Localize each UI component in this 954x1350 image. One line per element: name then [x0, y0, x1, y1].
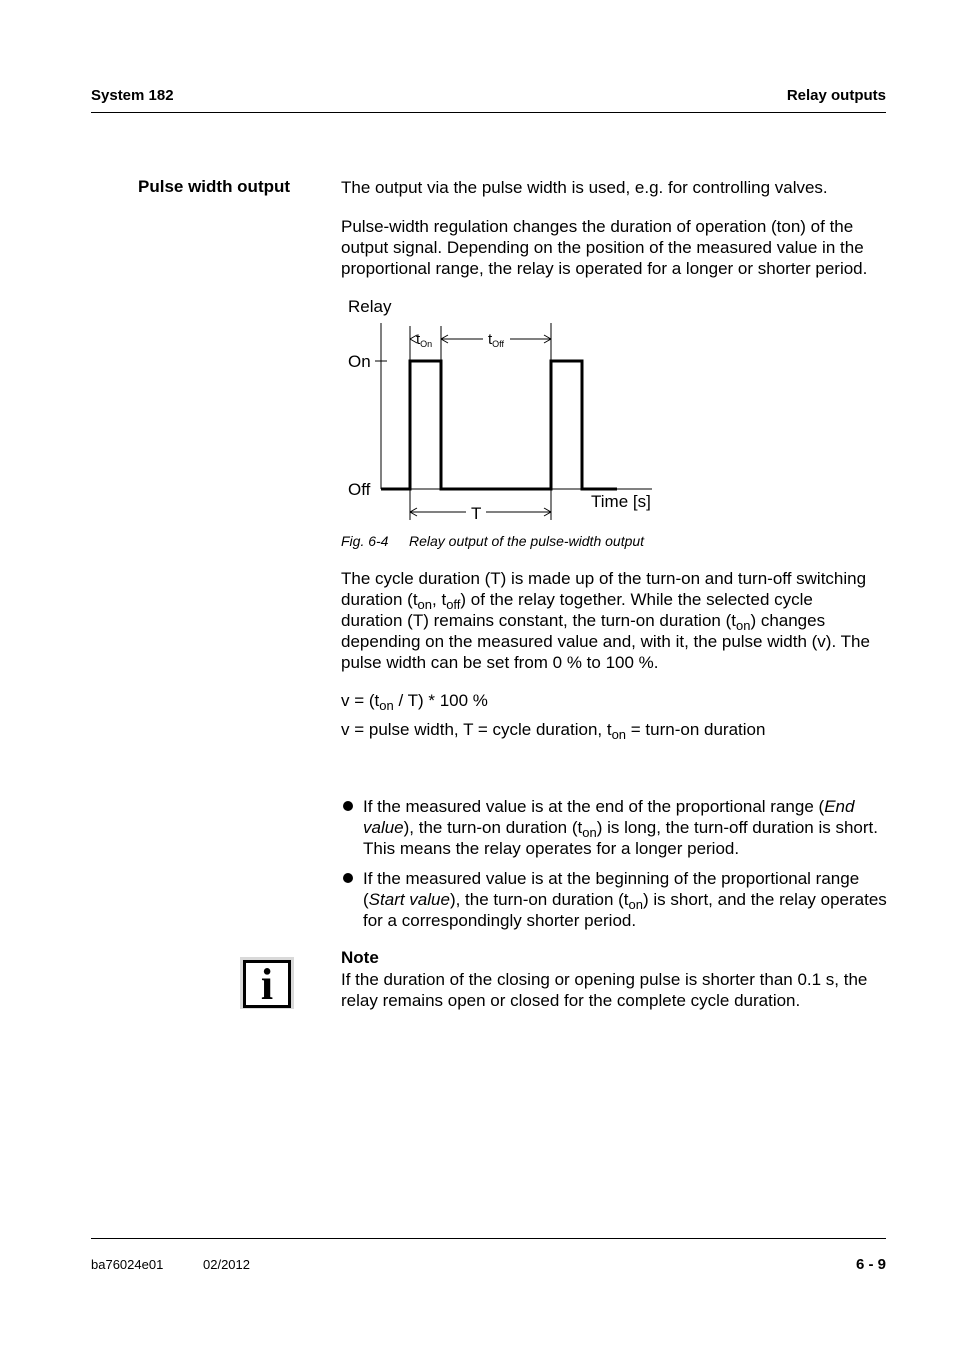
- paragraph-cycle: The cycle duration (T) is made up of the turn-on and turn-off switching duration ($t_{on}$, $t_{off}$) of the relay together. While the selected cycle duration (T) remains constant, the turn-on duration $(t_{on})$ changes depending on the measured value and, with it, the pulse width (v). The pulse width can be set from 0 % to 100 %.: [341, 569, 870, 672]
- info-icon-frame: [243, 960, 291, 1008]
- formula: $v = (t_{on} / T) * 100$ %: [341, 691, 488, 713]
- header-rule: [91, 112, 886, 113]
- bullet-dot: [343, 801, 353, 811]
- bullet-start-value: If the measured value is at the beginning of the proportional range (Start value), the turn-on duration $(t_{on})$ is short, and the relay operates for a correspondingly shorter period.: [363, 869, 887, 930]
- diagram-y-title: Relay: [348, 297, 392, 316]
- info-icon-glyph: i: [260, 960, 274, 1009]
- diagram-on-label: On: [348, 352, 371, 371]
- diagram-off-label: Off: [348, 480, 371, 499]
- note-title: Note: [341, 948, 379, 967]
- footer-rule: [91, 1238, 886, 1239]
- t-on-label: $t_{On}$: [416, 331, 433, 349]
- bullet-end-value: If the measured value is at the end of the proportional range (End value), the turn-on duration $(t_{on})$ is long, the turn-off duration is short. This means the relay operates for a longer period.: [363, 797, 878, 858]
- caption-text: Relay output of the pulse-width output: [409, 533, 645, 549]
- info-icon: [240, 957, 294, 1009]
- diagram-x-label: Time [s]: [591, 492, 651, 511]
- page-number: 6 - 9: [855, 1256, 886, 1273]
- note-body: If the duration of the closing or opening pulse is shorter than 0.1 s, the relay remains open or closed for the complete cycle duration.: [341, 970, 868, 1010]
- figure-caption: [341, 533, 644, 549]
- paragraph-regulation: Pulse-width regulation changes the duration of operation (ton) of the output signal. Depending on the position of the measured value in the proportional range, the relay is operated for a longer or shorter period.: [341, 217, 868, 278]
- pulse-waveform: [381, 361, 617, 489]
- bullet-dot: [343, 873, 353, 883]
- formula-legend: v = pulse width, T = cycle duration, $t_{on}$ = turn-on duration: [341, 720, 766, 742]
- t-off-label: $t_{Off}$: [488, 331, 505, 349]
- paragraph-intro: The output via the pulse width is used, e.g. for controlling valves.: [341, 178, 828, 197]
- footer-date: 02/2012: [203, 1257, 250, 1272]
- caption-number: Fig. 6-4: [341, 533, 389, 549]
- header-right: Relay outputs: [786, 87, 886, 104]
- footer-doc-id: ba76024e01: [91, 1257, 164, 1272]
- relay-pulse-diagram: [330, 290, 670, 530]
- t-period-label: T: [471, 504, 482, 523]
- section-title: Pulse width output: [138, 177, 291, 196]
- header-left: System 182: [91, 87, 174, 104]
